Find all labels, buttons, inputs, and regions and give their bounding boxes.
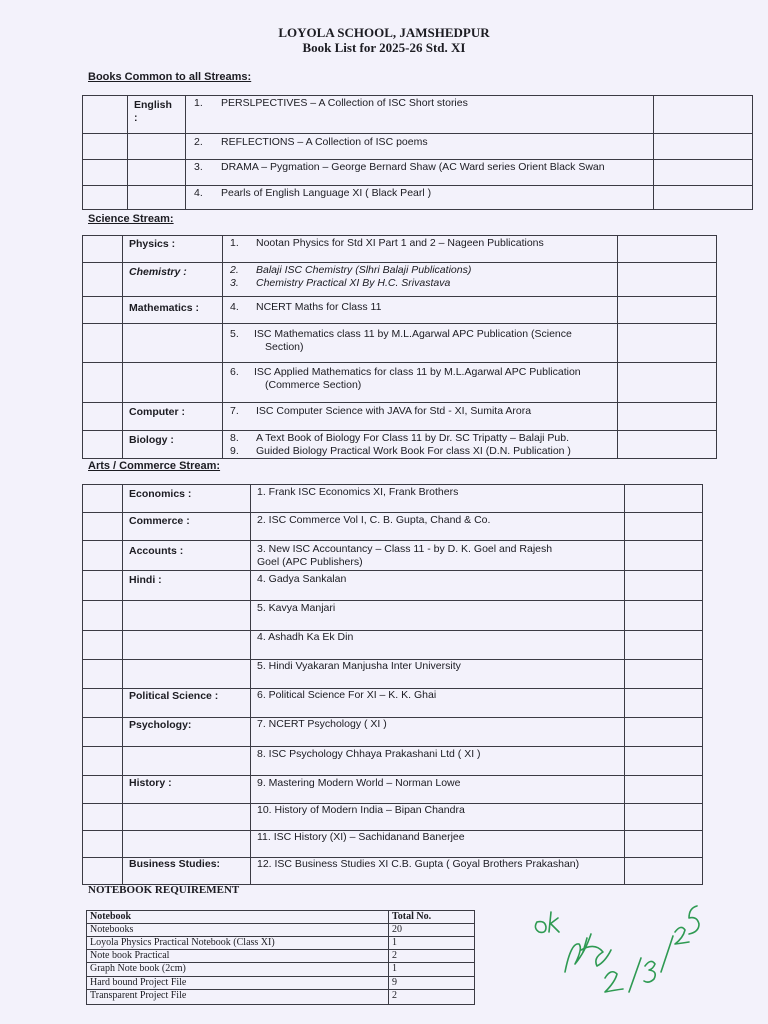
notebook-item-1: Notebooks (90, 924, 134, 935)
science-book-1: Nootan Physics for Std XI Part 1 and 2 – Nageen Publications (256, 237, 544, 249)
science-book-7: ISC Computer Science with JAVA for Std - XI, Sumita Arora (256, 405, 532, 417)
science-num-5: 5. (230, 328, 239, 340)
common-num-1: 1. (194, 97, 203, 109)
common-book-3: DRAMA – Pygmation – George Bernard Shaw (AC Ward series Orient Black Swan (221, 161, 605, 173)
common-num-2: 2. (194, 136, 203, 148)
arts-book-7: 5. Hindi Vyakaran Manjusha Inter University (257, 660, 461, 672)
arts-book-12: 10. History of Modern India – Bipan Chandra (257, 804, 465, 816)
science-book-3: Chemistry Practical XI By H.C. Srivastava (256, 277, 451, 289)
notebook-col-total: Total No. (392, 911, 432, 922)
arts-book-6: 4. Ashadh Ka Ek Din (257, 631, 354, 643)
science-book-9: Guided Biology Practical Work Book For class XI (D.N. Publication ) (256, 445, 571, 457)
subject-history: History : (129, 777, 172, 789)
subject-commerce: Commerce : (129, 515, 190, 527)
arts-book-2: 2. ISC Commerce Vol I, C. B. Gupta, Chand & Co. (257, 514, 491, 526)
notebook-heading: NOTEBOOK REQUIREMENT (88, 884, 240, 896)
science-num-6: 6. (230, 366, 239, 378)
subject-english-colon: : (134, 112, 138, 124)
notebook-col-item: Notebook (90, 911, 132, 922)
arts-book-8: 6. Political Science For XI – K. K. Ghai (257, 689, 437, 701)
science-num-2: 2. (230, 264, 239, 276)
arts-book-14: 12. ISC Business Studies XI C.B. Gupta ( Goyal Brothers Prakashan) (257, 858, 580, 870)
notebook-item-2: Loyola Physics Practical Notebook (Class XI) (90, 937, 275, 948)
science-book-5: ISC Mathematics class 11 by M.L.Agarwal APC Publication (Science (254, 328, 572, 340)
subject-mathematics: Mathematics : (129, 302, 200, 314)
common-num-3: 3. (194, 161, 203, 173)
subject-psychology: Psychology: (129, 719, 192, 731)
notebook-total-2: 1 (392, 937, 397, 948)
science-num-1: 1. (230, 237, 239, 249)
common-book-1: PERSLPECTIVES – A Collection of ISC Short stories (221, 97, 468, 109)
arts-book-9: 7. NCERT Psychology ( XI ) (257, 718, 387, 730)
science-num-9: 9. (230, 445, 239, 457)
subject-economics: Economics : (129, 488, 192, 500)
science-book-2: Balaji ISC Chemistry (Slhri Balaji Publications) (256, 264, 472, 276)
science-num-8: 8. (230, 432, 239, 444)
notebook-total-4: 1 (392, 963, 397, 974)
subject-biology: Biology : (129, 434, 174, 446)
notebook-item-3: Note book Practical (90, 950, 170, 961)
arts-book-3-cont: Goel (APC Publishers) (257, 556, 363, 568)
science-book-6-cont: (Commerce Section) (265, 379, 362, 391)
subject-physics: Physics : (129, 238, 176, 250)
notebook-item-4: Graph Note book (2cm) (90, 963, 186, 974)
notebook-total-6: 2 (392, 990, 397, 1001)
notebook-item-5: Hard bound Project File (90, 977, 187, 988)
subject-political-science: Political Science : (129, 690, 219, 702)
common-book-4: Pearls of English Language XI ( Black Pearl ) (221, 187, 432, 199)
arts-book-13: 11. ISC History (XI) – Sachidanand Banerjee (257, 831, 465, 843)
common-book-2: REFLECTIONS – A Collection of ISC poems (221, 136, 428, 148)
science-num-3: 3. (230, 277, 239, 289)
school-name: LOYOLA SCHOOL, JAMSHEDPUR (278, 25, 490, 40)
arts-book-11: 9. Mastering Modern World – Norman Lowe (257, 777, 461, 789)
notebook-total-3: 2 (392, 950, 397, 961)
subject-english: English (134, 99, 172, 111)
notebook-total-5: 9 (392, 977, 397, 988)
arts-book-5: 5. Kavya Manjari (257, 602, 336, 614)
subject-chemistry: Chemistry : (129, 266, 187, 278)
science-num-4: 4. (230, 301, 239, 313)
science-book-5-cont: Section) (265, 341, 304, 353)
arts-book-3: 3. New ISC Accountancy – Class 11 - by D. K. Goel and Rajesh (257, 543, 553, 555)
handwritten-signature (525, 880, 725, 1000)
arts-book-4: 4. Gadya Sankalan (257, 573, 347, 585)
science-heading: Science Stream: (88, 213, 174, 225)
common-heading: Books Common to all Streams: (88, 71, 252, 83)
subject-computer: Computer : (129, 406, 185, 418)
notebook-item-6: Transparent Project File (90, 990, 187, 1001)
subject-hindi: Hindi : (129, 574, 162, 586)
science-book-6: ISC Applied Mathematics for class 11 by M.L.Agarwal APC Publication (254, 366, 581, 378)
science-book-4: NCERT Maths for Class 11 (256, 301, 382, 313)
arts-heading: Arts / Commerce Stream: (88, 460, 221, 472)
arts-book-1: 1. Frank ISC Economics XI, Frank Brothers (257, 486, 459, 498)
arts-book-10: 8. ISC Psychology Chhaya Prakashani Ltd ( XI ) (257, 748, 481, 760)
book-list-title: Book List for 2025-26 Std. XI (302, 40, 466, 55)
common-num-4: 4. (194, 187, 203, 199)
science-num-7: 7. (230, 405, 239, 417)
subject-accounts: Accounts : (129, 545, 184, 557)
subject-business-studies: Business Studies: (129, 858, 221, 870)
science-book-8: A Text Book of Biology For Class 11 by Dr. SC Tripatty – Balaji Pub. (256, 432, 570, 444)
notebook-total-1: 20 (392, 924, 402, 935)
